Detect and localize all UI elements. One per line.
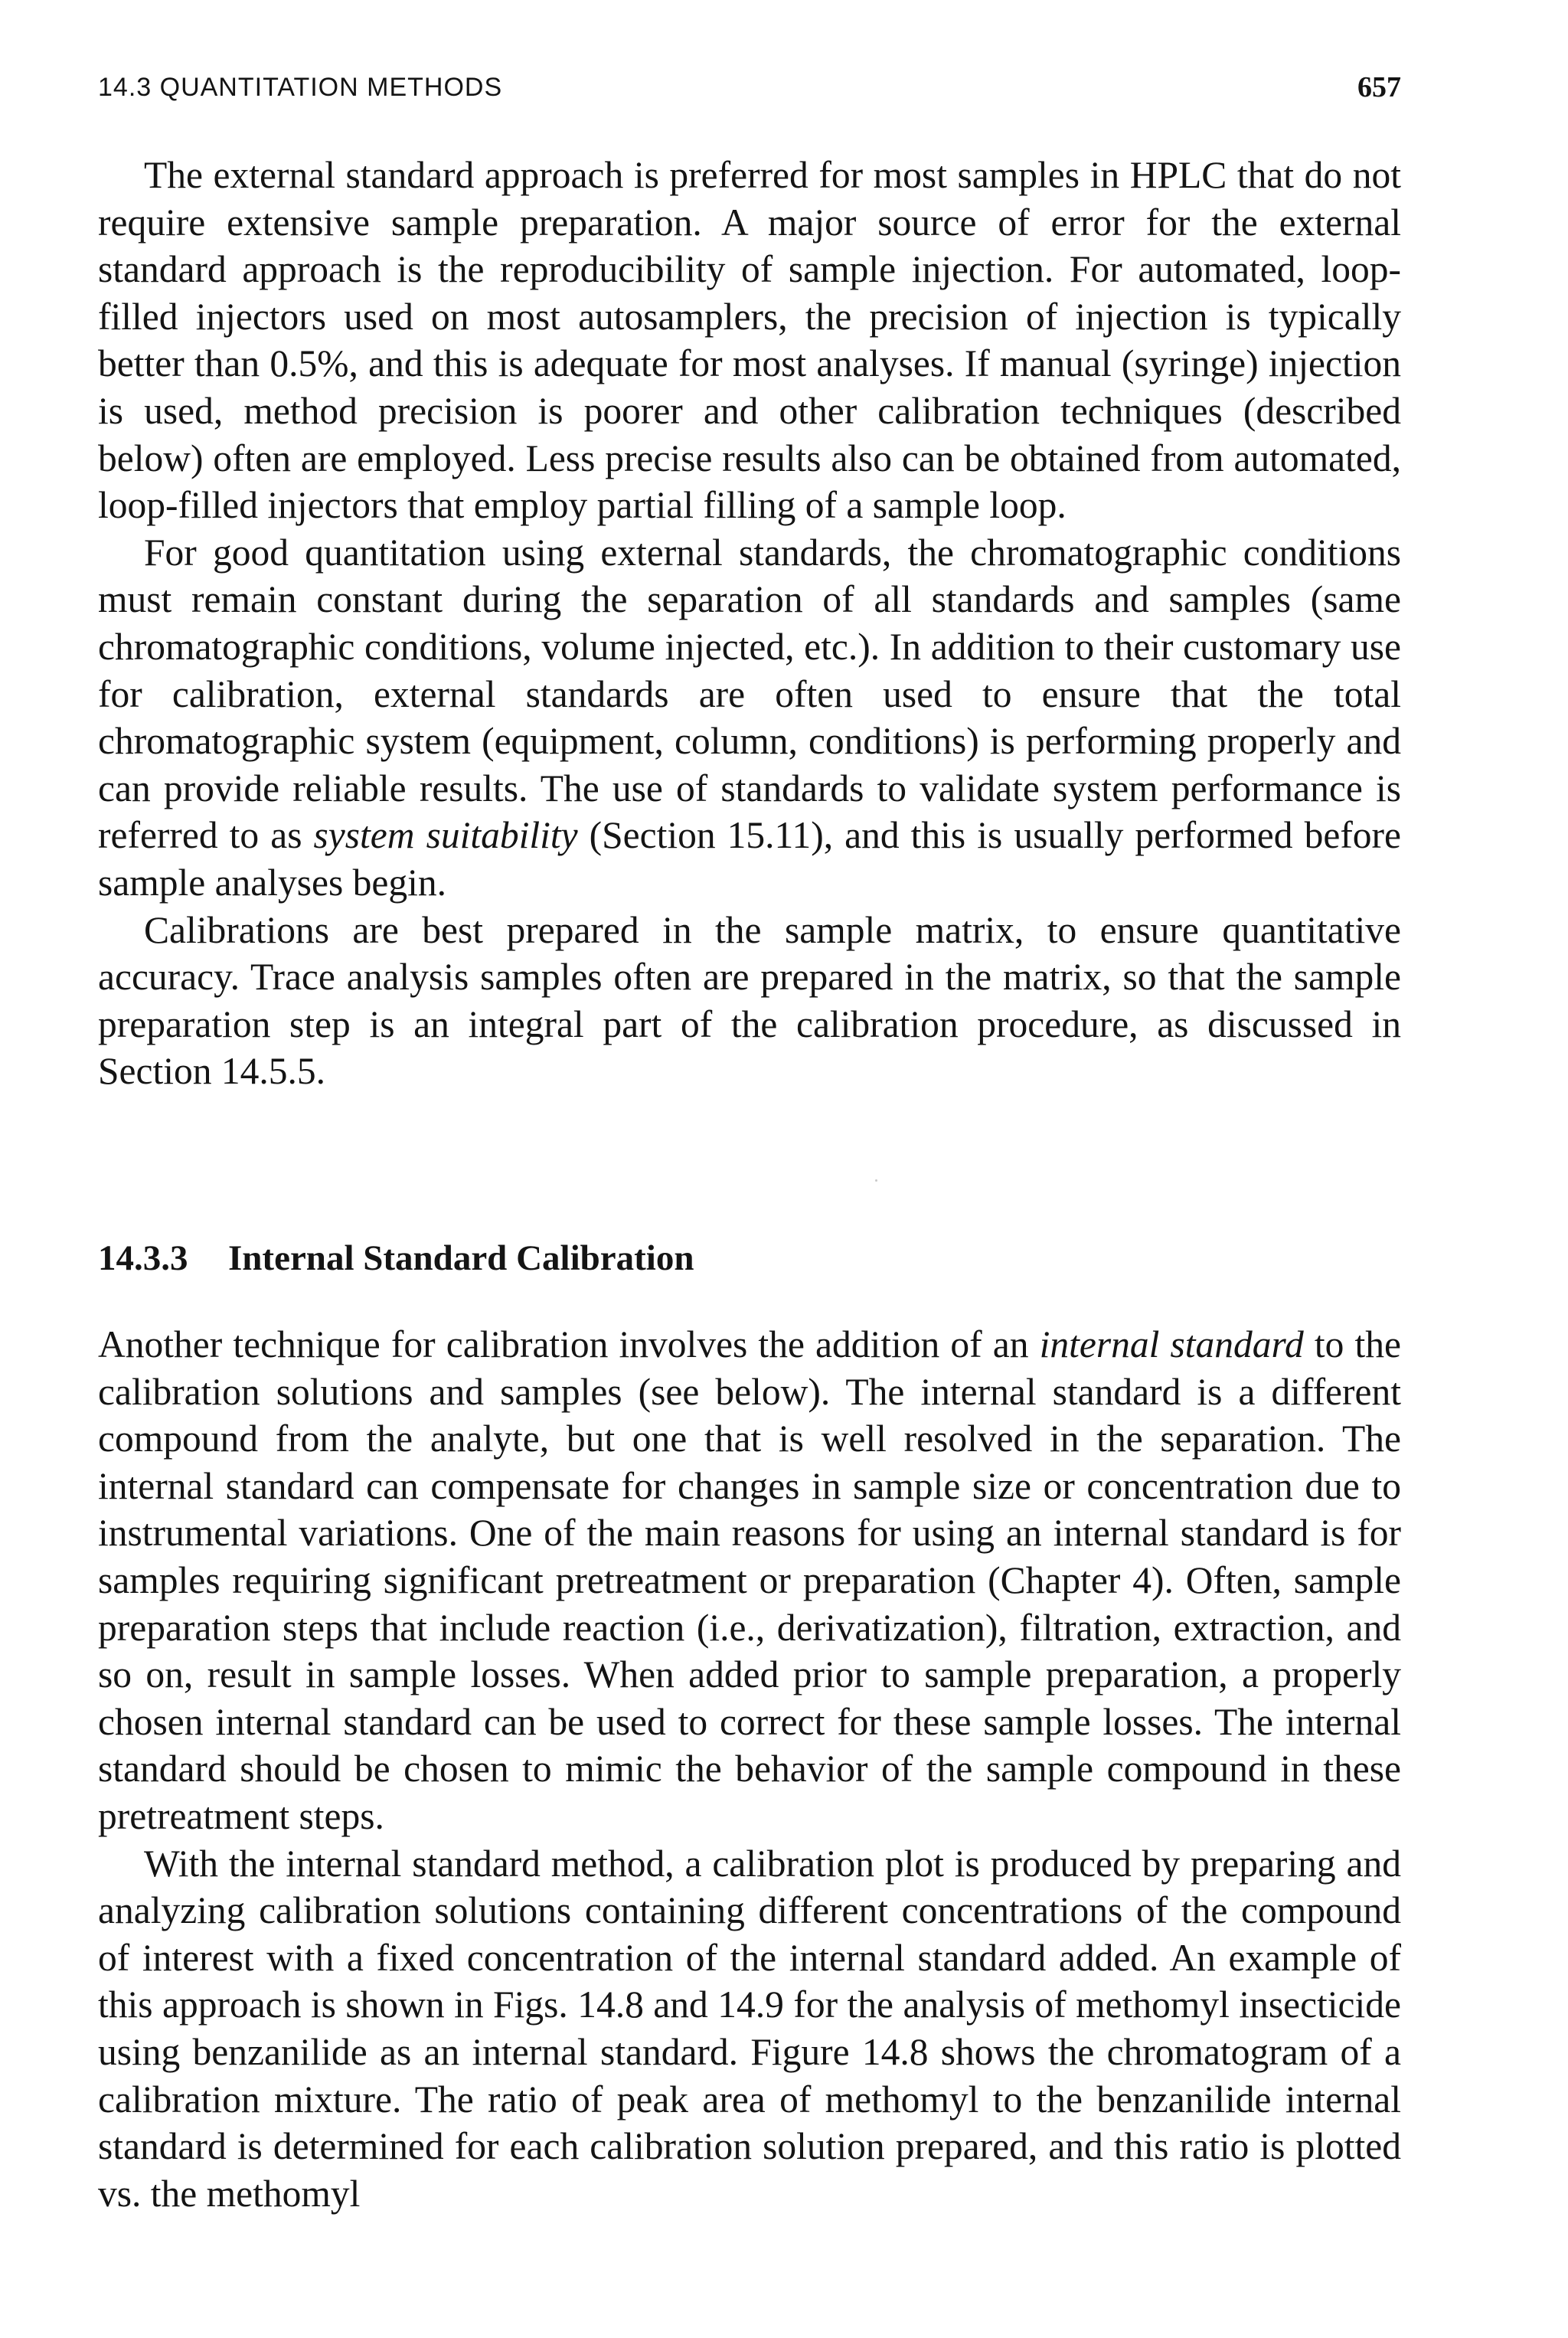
paragraph-text: to the calibration solutions and samples (see below). The internal standard is a different compound from the analyte, but one that is well resolved in the separation. The internal standard can compensate for changes in sample size or concentration due to instrumental variations. One of the main reasons for using an internal standard is for samples requiring significant pretreatment or preparation (Chapter 4). Often, sample preparation steps that include reaction (i.e., derivatization), filtration, extraction, and so on, result in sample losses. When added prior to sample preparation, a properly chosen internal standard can be used to correct for these sample losses. The internal standard should be chosen to mimic the behavior of the sample compound in these pretreatment steps. [98, 1323, 1401, 1837]
emphasis-system-suitability: system suitability [313, 814, 578, 857]
paragraph-sample-matrix: Calibrations are best prepared in the sample matrix, to ensure quantitative accuracy. Trace analysis samples often are prepared in the matrix, so that the sample preparation step is an integral part of the calibration procedure, as discussed in Section 14.5.5. [98, 908, 1401, 1093]
paragraph-calibration-plot: With the internal standard method, a calibration plot is produced by preparing and analyzing calibration solutions containing different concentrations of the compound of interest with a fixed concentration of the internal standard added. An example of this approach is shown in Figs. 14.8 and 14.9 for the analysis of methomyl insecticide using benzanilide as an internal standard. Figure 14.8 shows the chromatogram of a calibration mixture. The ratio of peak area of methomyl to the benzanilide internal standard is determined for each calibration solution prepared, and this ratio is plotted vs. the methomyl [98, 1842, 1401, 2215]
external-standard-text [98, 152, 1401, 1095]
paragraph-internal-standard-intro [98, 1321, 1401, 1840]
section-number: 14.3.3 [98, 1238, 188, 1278]
section-heading [98, 1231, 1401, 1285]
paragraph-text: For good quantitation using external standards, the chromatographic conditions must remain constant during the separation of all standards and samples (same chromatographic conditions, volume injected, etc.). In addition to their customary use for calibration, external standards are often used to ensure that the total chromatographic system (equipment, column, conditions) is performing properly and can provide reliable results. The use of standards to validate system performance is referred to as [98, 531, 1401, 857]
paragraph-text: (Section 15.11), and this is usually performed before sample analyses begin. [98, 814, 1402, 904]
paragraph-text: Another technique for calibration involves the addition of an [98, 1323, 1040, 1365]
running-head: 14.3 QUANTITATION METHODS [98, 73, 503, 102]
paragraph-system-suitability [98, 529, 1401, 907]
paragraph-external-standard-injection: The external standard approach is preferred for most samples in HPLC that do not require extensive sample preparation. A major source of error for the external standard approach is the reproducibility of sample injection. For automated, loop-filled injectors used on most autosamplers, the precision of injection is typically better than 0.5%, and this is adequate for most analyses. If manual (syringe) injection is used, method precision is poorer and other calibration techniques (described below) often are employed. Less precise results also can be obtained from automated, loop-filled injectors that employ partial filling of a sample loop. [98, 154, 1401, 527]
page-header [98, 64, 1401, 110]
emphasis-internal-standard: internal standard [1039, 1323, 1304, 1365]
internal-standard-text [98, 1321, 1401, 2217]
section-title: Internal Standard Calibration [228, 1238, 694, 1278]
page-number: 657 [1357, 71, 1401, 103]
scan-speck [875, 1179, 877, 1182]
